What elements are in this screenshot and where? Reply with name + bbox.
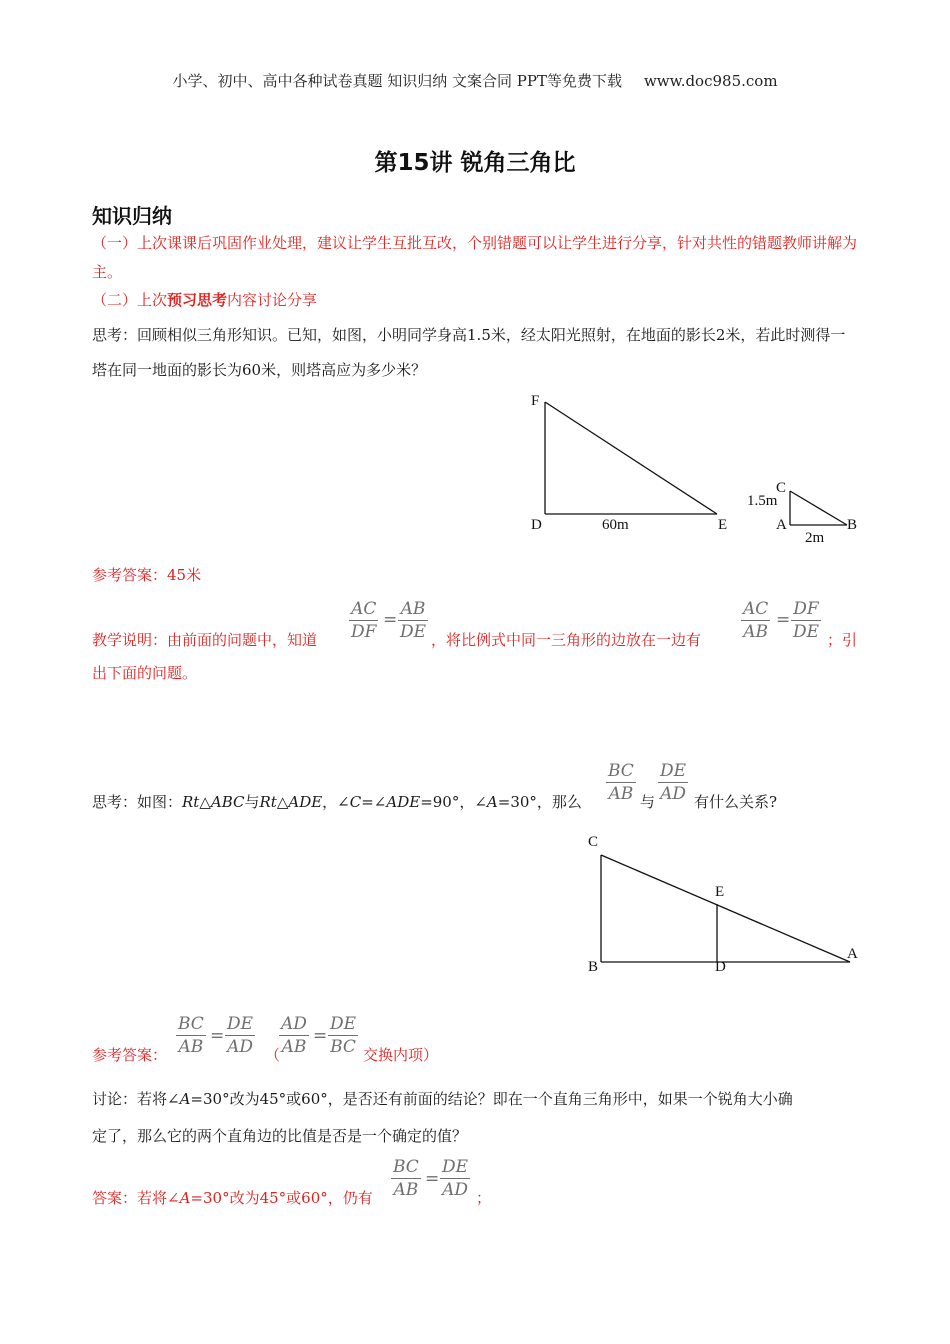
- label-A: A: [776, 517, 787, 533]
- answer-2-note: 交换内项）: [363, 1046, 439, 1064]
- label-F: F: [531, 393, 540, 409]
- think-question-2: 思考：如图：Rt△ABC与Rt△ADE，∠C=∠ADE=90°，∠A=30°，那么: [92, 793, 582, 811]
- teaching-item-2-suffix: 内容讨论分享: [227, 291, 318, 309]
- equals-sign: =: [383, 610, 398, 630]
- label-B: B: [847, 517, 858, 533]
- header-text: 小学、初中、高中各种试卷真题 知识归纳 文案合同 PPT等免费下载: [172, 72, 622, 90]
- equals-sign: =: [425, 1169, 440, 1189]
- label-D: D: [715, 959, 726, 975]
- fraction-DE-AD: DE AD: [227, 1014, 254, 1057]
- label-C: C: [588, 834, 599, 850]
- fraction-DF-DE: DF DE: [793, 599, 820, 642]
- equals-sign: =: [210, 1026, 225, 1046]
- answer-2-paren: （: [265, 1046, 281, 1064]
- label-D: D: [531, 517, 542, 533]
- page-title: 第15讲 锐角三角比: [374, 150, 576, 176]
- fraction-AD-AB: AD AB: [281, 1014, 307, 1057]
- header-site[interactable]: www.doc985.com: [643, 72, 778, 90]
- tower-side-FE: [545, 402, 717, 514]
- think-question-1: 思考：回顾相似三角形知识。已知，如图，小明同学身高1.5米，经太阳光照射，在地面的影长2米，若此时测得一塔在同一地面的影长为60米，则塔高应为多少米？: [92, 326, 846, 379]
- fraction-BC-AB: BC AB: [608, 761, 634, 804]
- fraction-BC-AB: BC AB: [393, 1157, 419, 1200]
- equals-sign: =: [776, 610, 791, 630]
- discussion: 讨论：若将∠A=30°改为45°或60°，是否还有前面的结论？即在一个直角三角形中，如果一个锐角大小确 定了，那么它的两个直角边的比值是否是一个确定的值？: [92, 1090, 793, 1145]
- fraction-AC-DF: AC DF: [351, 599, 377, 642]
- label-B: B: [588, 959, 599, 975]
- fraction-DE-AD: DE AD: [442, 1157, 469, 1200]
- label-E: E: [718, 517, 728, 533]
- fraction-BC-AB: BC AB: [178, 1014, 204, 1057]
- label-E: E: [715, 884, 725, 900]
- explanation-middle: ，将比例式中同一三角形的边放在一边有: [431, 631, 702, 649]
- person-side-CB: [790, 491, 847, 525]
- answer-3: 答案：若将∠A=30°改为45°或60°，仍有: [92, 1189, 373, 1207]
- equals-sign: =: [313, 1026, 328, 1046]
- section-heading: 知识归纳: [92, 204, 172, 228]
- right-triangle-figure: [580, 830, 870, 980]
- similar-triangles-figure: [520, 388, 870, 548]
- side-CA: [601, 855, 850, 962]
- explanation-line-2: 出下面的问题。: [92, 664, 198, 682]
- think2-end: 有什么关系?: [694, 793, 778, 811]
- answer-1: 参考答案：45米: [92, 566, 202, 584]
- teaching-item-2-prefix: （二）上次: [92, 291, 168, 309]
- answer-2-label: 参考答案：: [92, 1046, 168, 1064]
- fraction-AC-AB: AC AB: [743, 599, 769, 642]
- answer-3-end: ；: [476, 1189, 492, 1207]
- teaching-item-2: [92, 286, 860, 315]
- fraction-AB-DE: AB DE: [400, 599, 427, 642]
- fraction-DE-BC: DE BC: [330, 1014, 357, 1057]
- page-header: [0, 70, 950, 91]
- fraction-DE-AD: DE AD: [660, 761, 687, 804]
- label-1-5m: 1.5m: [747, 493, 778, 509]
- explanation-suffix: ；引: [827, 631, 858, 649]
- label-C: C: [776, 480, 787, 496]
- explanation-prefix: 教学说明：由前面的问题中，知道: [92, 631, 318, 649]
- label-2m: 2m: [805, 530, 825, 546]
- think2-with: 与: [640, 793, 656, 811]
- label-60m: 60m: [602, 517, 629, 533]
- label-A: A: [847, 946, 858, 962]
- teaching-item-2-bold: 预习思考: [167, 291, 228, 309]
- teaching-item-1: （一）上次课课后巩固作业处理，建议让学生互批互改，个别错题可以让学生进行分享，针对共性的错题教师讲解为主。: [92, 234, 858, 281]
